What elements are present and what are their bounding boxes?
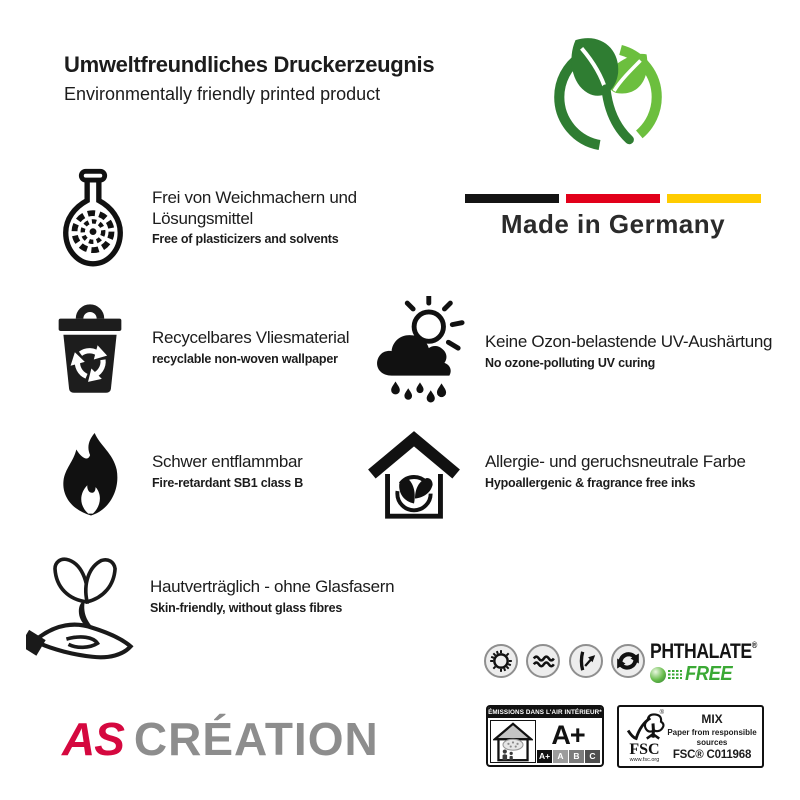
spongeable-waves-icon (526, 644, 560, 678)
recycle-bin-icon (52, 301, 128, 397)
feature-subtitle-en: Skin-friendly, without glass fibres (150, 600, 343, 615)
fsc-code: FSC® C011968 (672, 749, 752, 761)
green-ball-icon (650, 667, 666, 683)
feature-skin-friendly (150, 577, 394, 615)
feature-title-de: Schwer entflammbar (152, 452, 303, 471)
fsc-url: www.fsc.org (629, 757, 660, 763)
sun-cloud-rain-icon (372, 296, 466, 414)
strippable-arrow-icon (569, 644, 603, 678)
feature-plasticizer-free (152, 188, 402, 246)
fsc-brand: FSC (629, 741, 660, 758)
feature-subtitle-en: recyclable non-woven wallpaper (152, 351, 338, 366)
feature-title-de: Recycelbares Vliesmaterial (152, 328, 350, 347)
fsc-description: Paper from responsible sources (667, 728, 757, 747)
scale-cell: A (552, 750, 568, 763)
hand-seedling-icon (26, 548, 142, 664)
registered-mark: ® (659, 710, 664, 716)
phthalate-free-word: FREE (685, 663, 733, 685)
eco-leaves-logo-icon (541, 28, 675, 162)
as-creation-logo (62, 712, 379, 766)
feature-hypoallergenic (485, 452, 746, 490)
page-title: Umweltfreundliches Druckerzeugnis (64, 52, 435, 77)
fsc-grade: MIX (701, 712, 723, 726)
feature-title-de: Hautverträglich - ohne Glasfasern (150, 577, 395, 596)
feature-recyclable (152, 328, 349, 366)
green-dot-recycling-icon (611, 644, 645, 678)
scale-cell: C (584, 750, 600, 763)
phthalate-free-badge (650, 640, 772, 686)
fsc-label (617, 705, 764, 768)
feature-subtitle-en: Free of plasticizers and solvents (152, 232, 339, 247)
feature-fire-retardant (152, 452, 303, 490)
flag-stripe-black (465, 194, 559, 203)
emissions-scale (536, 750, 600, 763)
flag-stripe-red (566, 194, 660, 203)
page-subtitle: Environmentally friendly printed product (64, 84, 381, 104)
brand-as: AS (62, 713, 124, 765)
scale-cell: A+ (536, 750, 552, 763)
flask-icon (56, 164, 130, 272)
feature-title-de: Frei von Weichmachern und Lösungsmittel (152, 188, 357, 228)
emissions-rating: A+ (551, 720, 585, 750)
made-in-germany-label: Made in Germany (500, 209, 726, 239)
phthalate-word: PHTHALATE® (650, 640, 757, 663)
lightfastness-sun-icon (484, 644, 518, 678)
flag-stripe-gold (667, 194, 761, 203)
house-leaf-icon (365, 428, 463, 524)
feature-subtitle-en: Fire-retardant SB1 class B (152, 475, 304, 490)
feature-title-de: Allergie- und geruchsneutrale Farbe (485, 452, 746, 471)
hatch-lines-icon (667, 668, 683, 681)
german-flag (465, 194, 761, 203)
flame-icon (58, 426, 124, 528)
emissions-header: ÉMISSIONS DANS L'AIR INTÉRIEUR* (488, 709, 602, 716)
feature-subtitle-en: Hypoallergenic & fragrance free inks (485, 475, 696, 490)
scale-cell: B (568, 750, 584, 763)
feature-title-de: Keine Ozon-belastende UV-Aushärtung (485, 332, 773, 351)
house-emissions-icon (490, 720, 536, 763)
feature-no-uv-curing (485, 332, 772, 370)
emissions-air-label (486, 705, 604, 767)
brand-creation: CRÉATION (133, 713, 379, 765)
registered-mark: ® (751, 640, 757, 650)
feature-subtitle-en: No ozone-polluting UV curing (485, 355, 656, 370)
